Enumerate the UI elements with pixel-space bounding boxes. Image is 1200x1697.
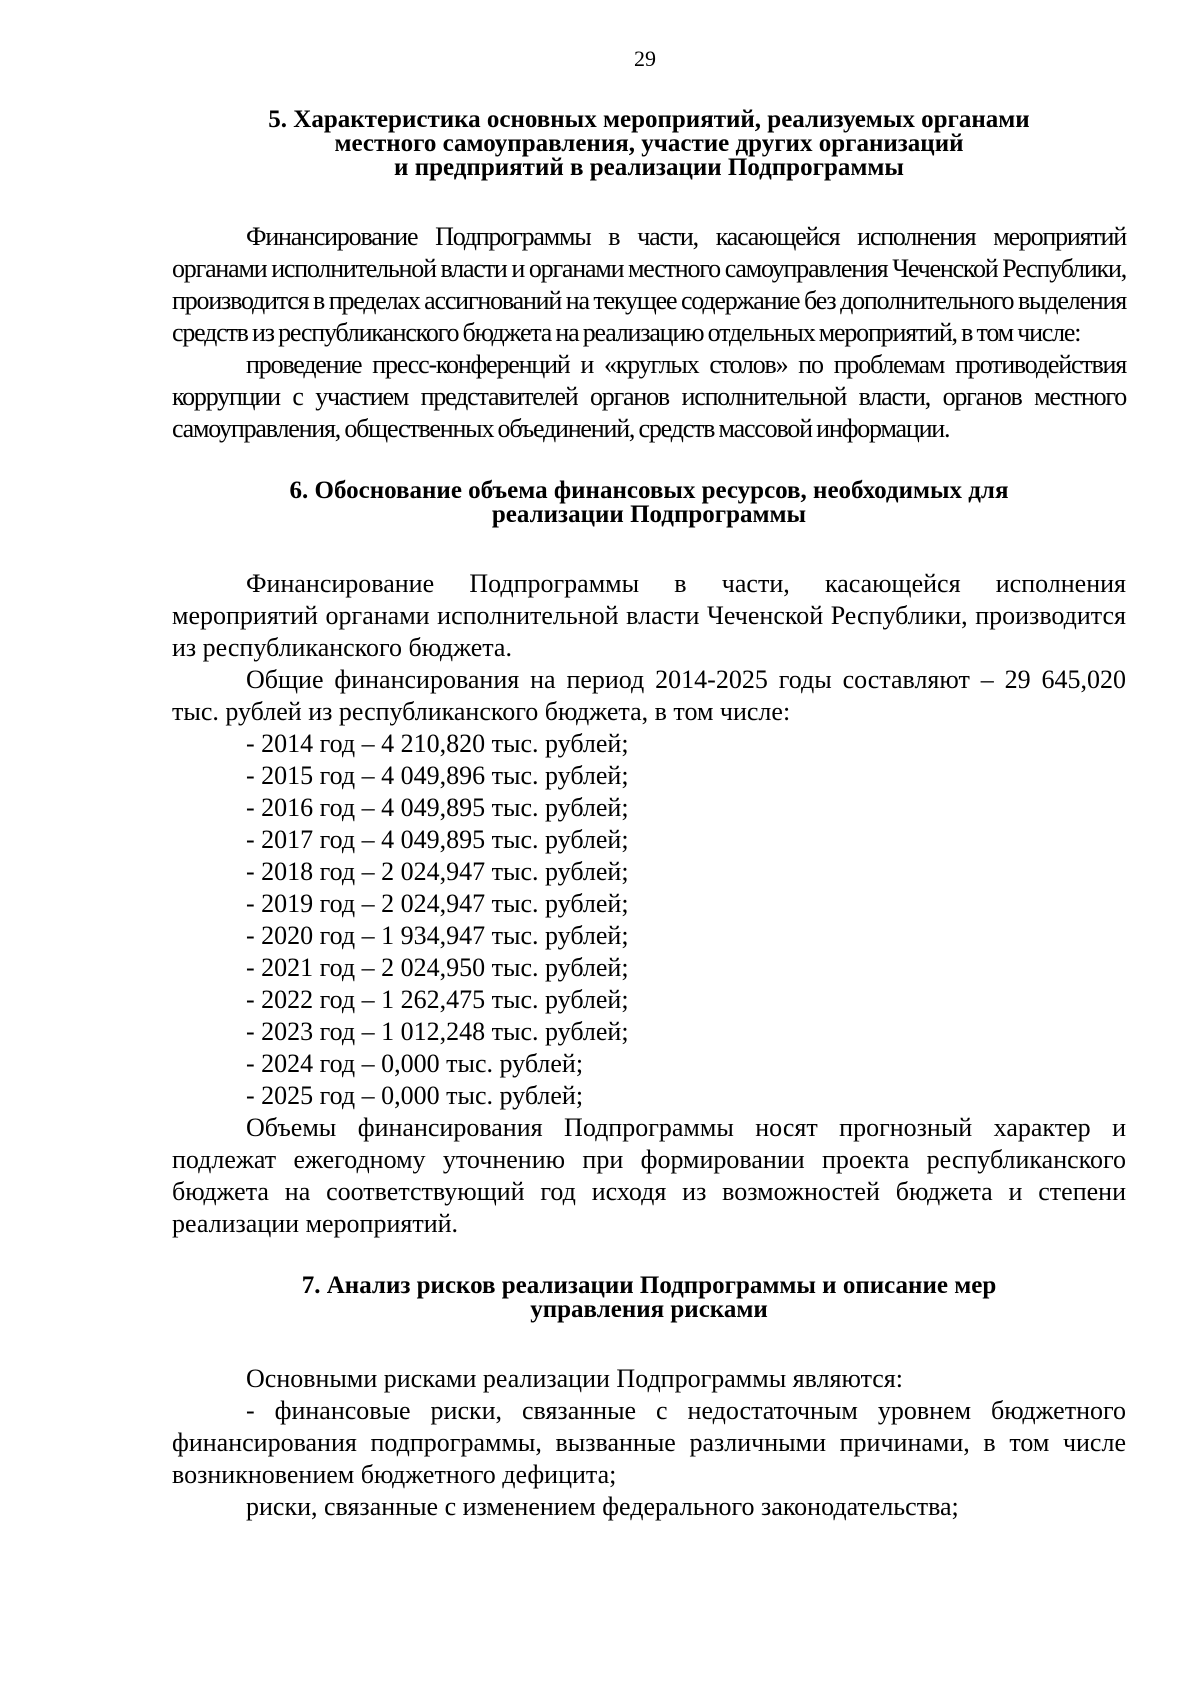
section-7-paragraph: Основными рисками реализации Подпрограммы являются: (246, 1364, 903, 1393)
heading-line: управления рисками (530, 1296, 768, 1323)
heading-line: и предприятий в реализации Подпрограммы (394, 154, 904, 181)
heading-line: реализации Подпрограммы (491, 501, 807, 528)
section-6-paragraph: Общие финансирования на период 2014-2025 годы составляют – 29 645,020 тыс. рублей из республиканского бюджета, в том числе: (172, 665, 1126, 726)
document-body (172, 108, 1126, 1523)
funding-list-item: - 2021 год – 2 024,950 тыс. рублей; (246, 953, 629, 982)
funding-list-item: - 2025 год – 0,000 тыс. рублей; (246, 1081, 584, 1110)
section-6-closing-paragraph: Объемы финансирования Подпрограммы носят прогнозный характер и подлежат ежегодному уточнению при формировании проекта республиканского бюджета на соответствующий год исходя из возможностей бюджета и степени реализации мероприятий. (172, 1113, 1126, 1238)
heading-line: 6. Обоснование объема финансовых ресурсов, необходимых для (289, 477, 1009, 504)
funding-list-item: - 2020 год – 1 934,947 тыс. рублей; (246, 921, 629, 950)
page-number: 29 (634, 46, 656, 71)
funding-list-item: - 2022 год – 1 262,475 тыс. рублей; (246, 985, 629, 1014)
funding-list-item: - 2015 год – 4 049,896 тыс. рублей; (246, 761, 629, 790)
heading-line: 5. Характеристика основных мероприятий, реализуемых органами (268, 106, 1030, 133)
heading-line: 7. Анализ рисков реализации Подпрограммы и описание мер (301, 1272, 997, 1299)
funding-list-item: - 2023 год – 1 012,248 тыс. рублей; (246, 1017, 629, 1046)
section-5-heading (172, 108, 1126, 180)
funding-list-item: - 2016 год – 4 049,895 тыс. рублей; (246, 793, 629, 822)
funding-list-item: - 2017 год – 4 049,895 тыс. рублей; (246, 825, 629, 854)
section-7-paragraph: - финансовые риски, связанные с недостаточным уровнем бюджетного финансирования подпрограммы, вызванные различными причинами, в том числе возникновением бюджетного дефицита; (172, 1396, 1126, 1489)
section-6-heading (172, 479, 1126, 527)
section-6-paragraph: Финансирование Подпрограммы в части, касающейся исполнения мероприятий органами исполнительной власти Чеченской Республики, производится из республиканского бюджета. (172, 569, 1126, 662)
funding-list (172, 728, 1126, 1112)
section-7-heading (172, 1274, 1126, 1322)
funding-list-item: - 2014 год – 4 210,820 тыс. рублей; (246, 729, 629, 758)
section-5-paragraph: Финансирование Подпрограммы в части, касающейся исполнения мероприятий органами исполнительной власти и органами местного самоуправления Чеченской Республики, производится в пределах ассигнований на текущее содержание без дополнительного выделения средств из республиканского бюджета на реализацию отдельных мероприятий, в том числе: (172, 222, 1126, 347)
funding-list-item: - 2019 год – 2 024,947 тыс. рублей; (246, 889, 629, 918)
funding-list-item: - 2024 год – 0,000 тыс. рублей; (246, 1049, 584, 1078)
section-5-paragraph: проведение пресс-конференций и «круглых столов» по проблемам противодействия коррупции с участием представителей органов исполнительной власти, органов местного самоуправления, общественных объединений, средств массовой информации. (172, 350, 1126, 443)
funding-list-item: - 2018 год – 2 024,947 тыс. рублей; (246, 857, 629, 886)
section-7-paragraph: риски, связанные с изменением федерального законодательства; (246, 1492, 959, 1521)
heading-line: местного самоуправления, участие других организаций (334, 130, 964, 157)
